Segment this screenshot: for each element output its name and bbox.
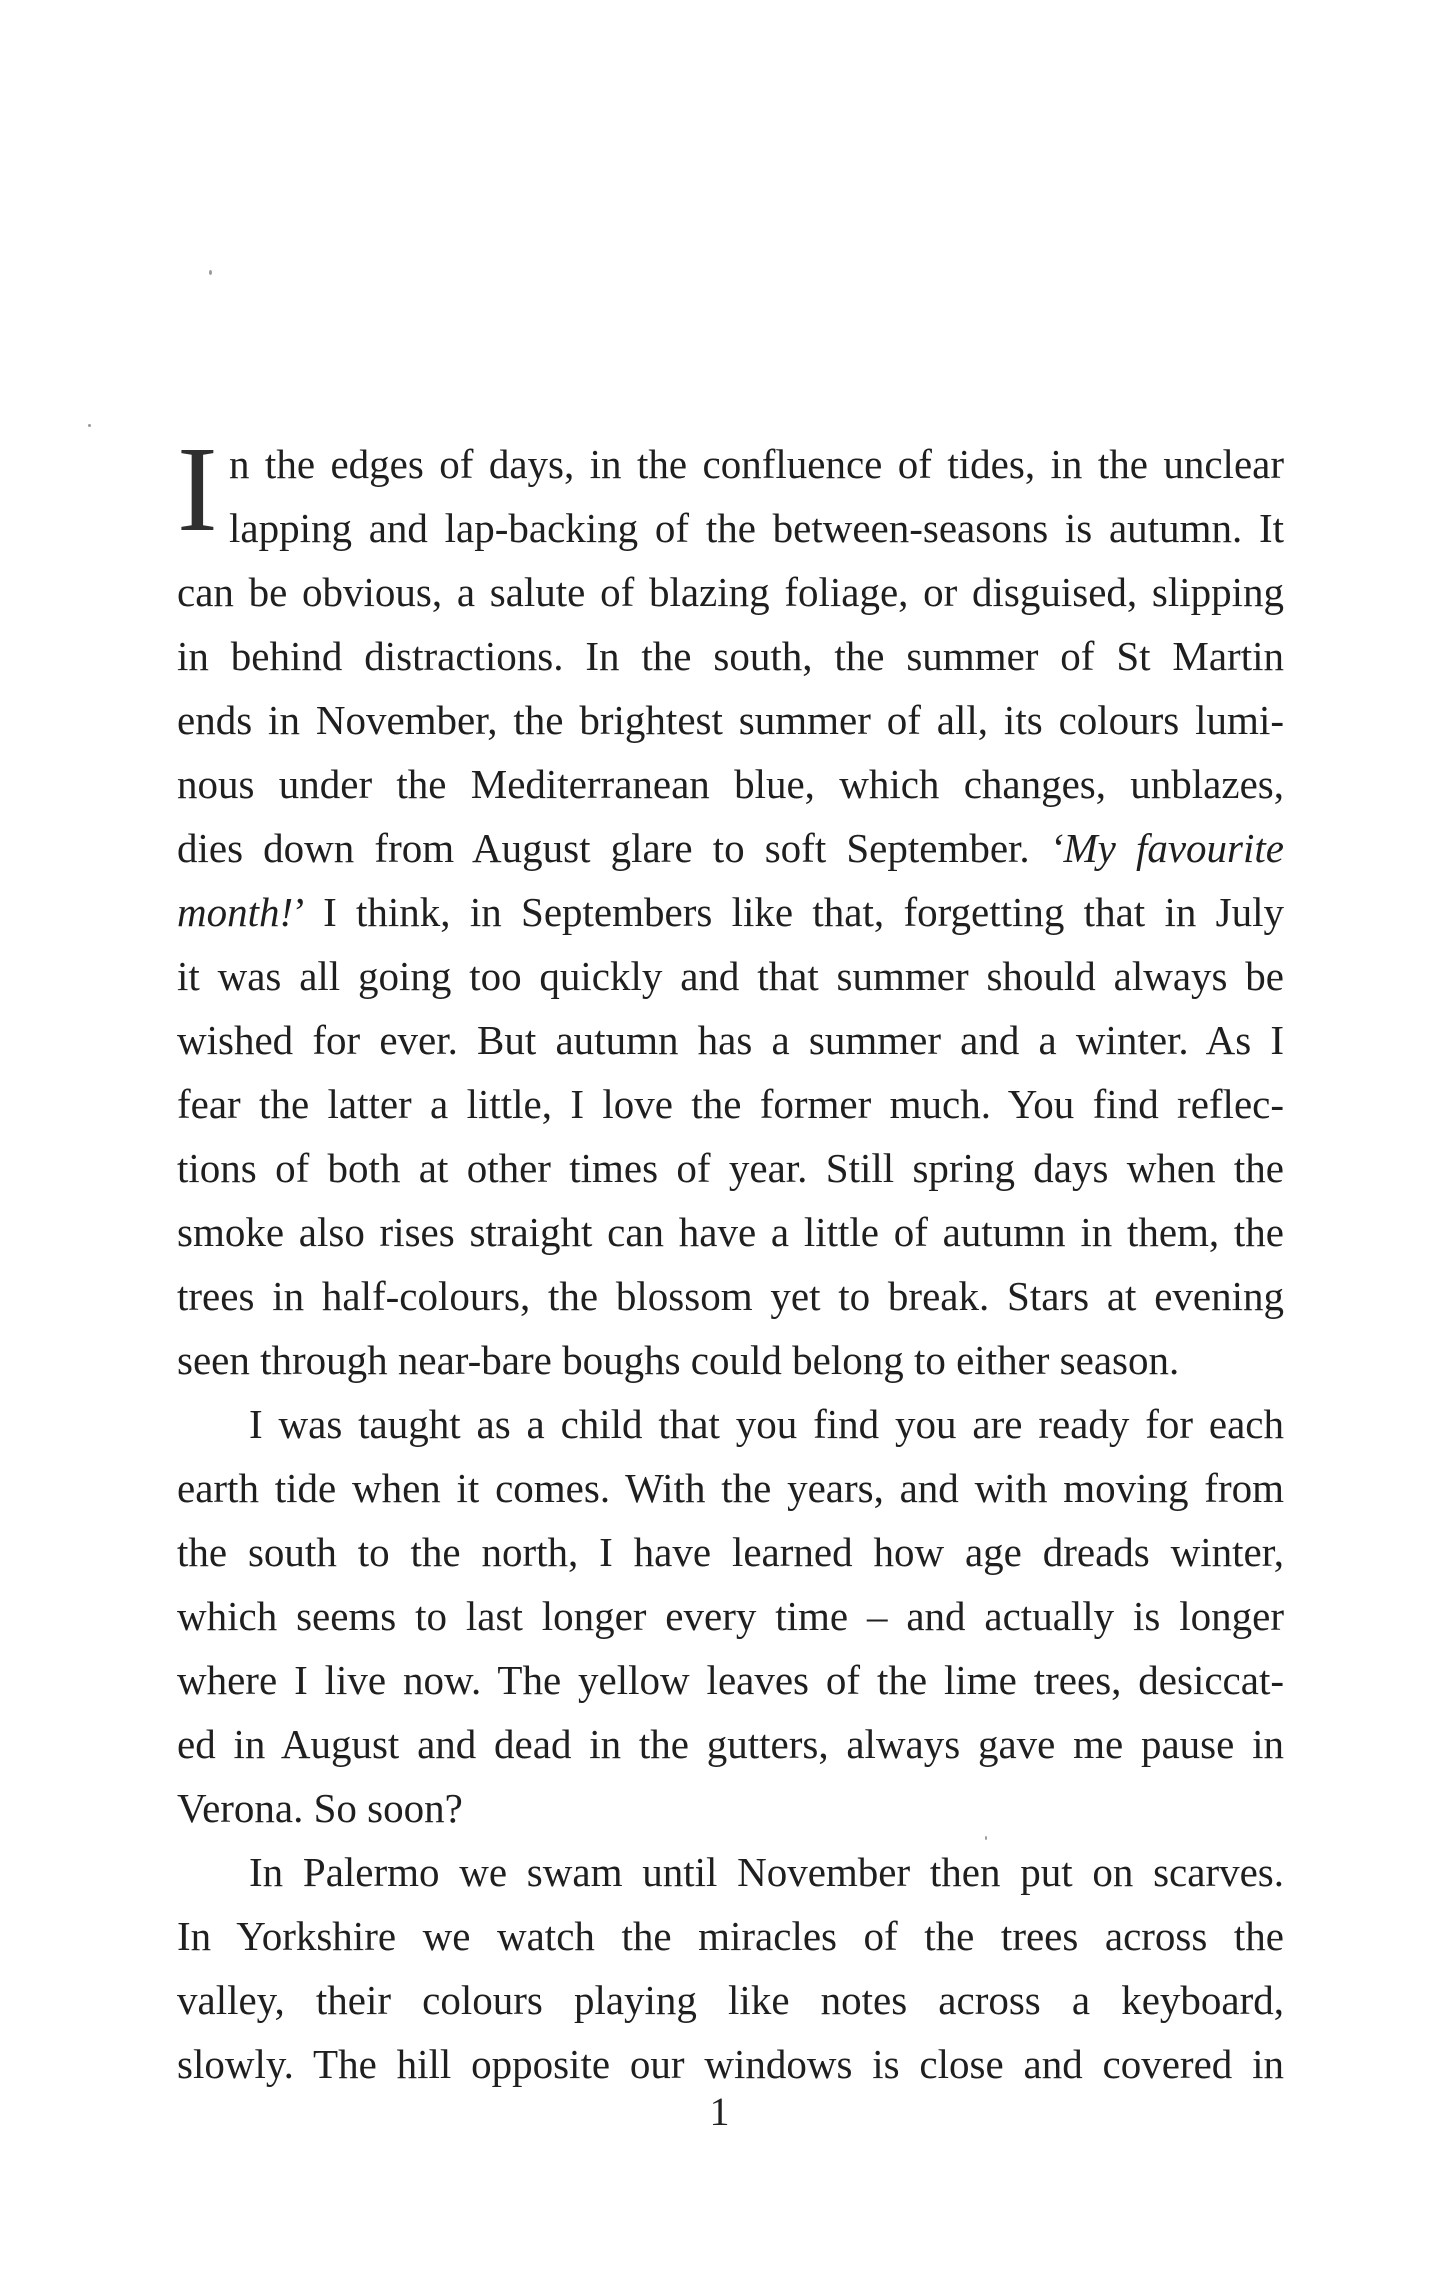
text-line: In Yorkshire we watch the miracles of the trees across the (177, 1913, 1284, 1959)
text-line: in behind distractions. In the south, the summer of St Martin (177, 633, 1284, 679)
text-line: n the edges of days, in the confluence of tides, in the unclear (229, 441, 1284, 487)
text-line: where I live now. The yellow leaves of the lime trees, desiccat- (177, 1657, 1284, 1703)
text-line: I was taught as a child that you find you are ready for each (249, 1401, 1284, 1447)
text-line: valley, their colours playing like notes across a keyboard, (177, 1977, 1284, 2023)
text-line: slowly. The hill opposite our windows is close and covered in (177, 2041, 1284, 2087)
italic-phrase: ‘My favourite (1049, 825, 1284, 871)
paragraph-1 (177, 422, 1284, 1392)
body-text (177, 422, 1284, 2096)
line-segment: dies down from August glare to soft September. (177, 825, 1030, 871)
drop-cap: I (177, 422, 218, 557)
scan-speck (88, 424, 91, 427)
text-line: fear the latter a little, I love the former much. You find reflec- (177, 1081, 1284, 1127)
text-line: wished for ever. But autumn has a summer and a winter. As I (177, 1017, 1284, 1063)
text-line: the south to the north, I have learned how age dreads winter, (177, 1529, 1284, 1575)
text-line: trees in half-colours, the blossom yet to break. Stars at evening (177, 1273, 1284, 1319)
text-line: seen through near-bare boughs could belong to either season. (177, 1337, 1180, 1383)
text-line: nous under the Mediterranean blue, which changes, unblazes, (177, 761, 1284, 807)
text-line: In Palermo we swam until November then put on scarves. (249, 1849, 1284, 1895)
text-line: Verona. So soon? (177, 1785, 463, 1831)
text-line: earth tide when it comes. With the years, and with moving from (177, 1465, 1284, 1511)
scan-speck (209, 270, 212, 275)
opening-lines (177, 422, 1284, 560)
page-number: 1 (709, 2089, 730, 2134)
line-segment: ’ I think, in Septembers like that, forgetting that in July (293, 889, 1284, 935)
text-line: can be obvious, a salute of blazing foliage, or disguised, slipping (177, 569, 1284, 615)
text-line: lapping and lap-backing of the between-seasons is autumn. It (229, 505, 1284, 551)
italic-phrase: month! (177, 889, 294, 935)
paragraph-2 (177, 1392, 1284, 1840)
text-line: tions of both at other times of year. Still spring days when the (177, 1145, 1284, 1191)
text-line (177, 880, 1284, 944)
text-line (177, 816, 1284, 880)
text-line: which seems to last longer every time – and actually is longer (177, 1593, 1284, 1639)
text-line: ends in November, the brightest summer of all, its colours lumi- (177, 697, 1284, 743)
text-line: ed in August and dead in the gutters, always gave me pause in (177, 1721, 1284, 1767)
text-line: it was all going too quickly and that summer should always be (177, 953, 1284, 999)
text-line: smoke also rises straight can have a little of autumn in them, the (177, 1209, 1284, 1255)
paragraph-3 (177, 1840, 1284, 2096)
